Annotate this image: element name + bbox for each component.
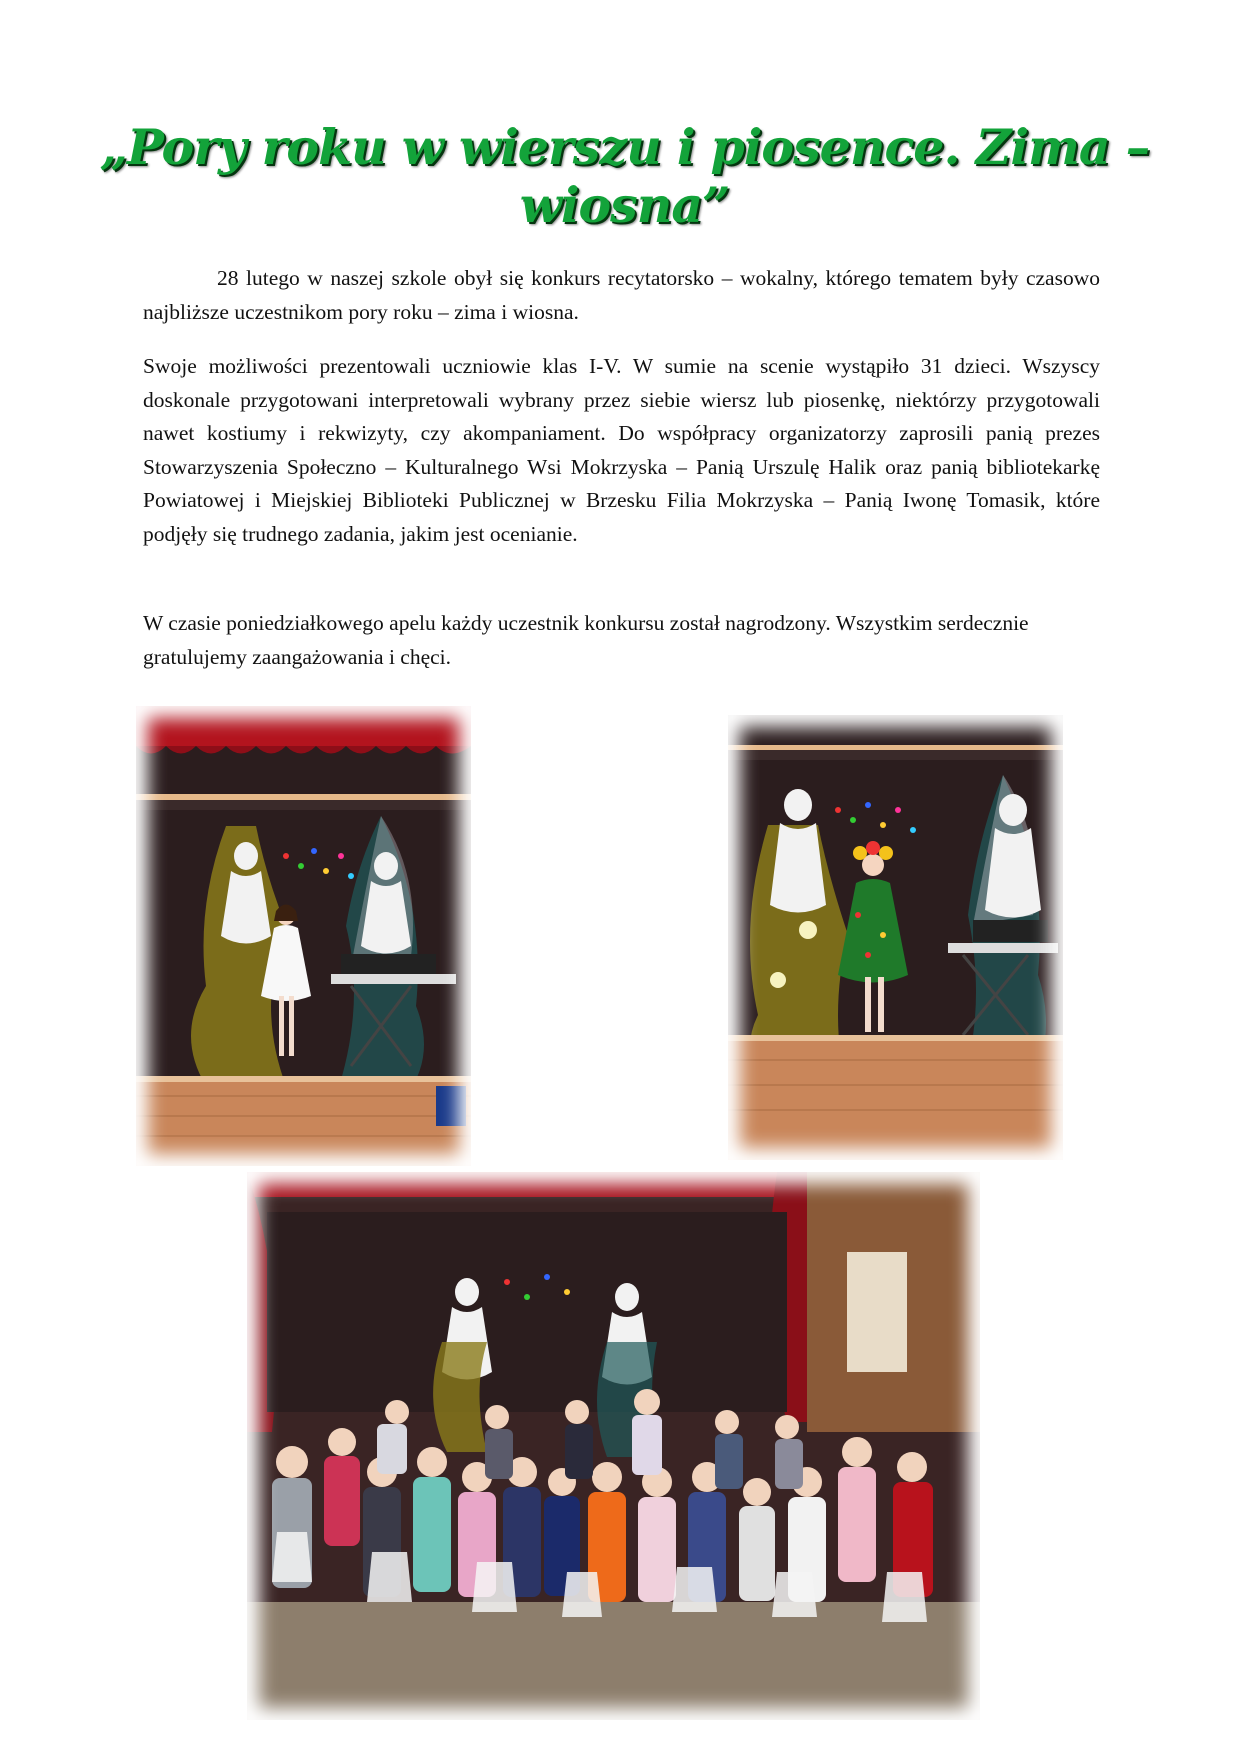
photo-group-of-children-image	[247, 1172, 980, 1720]
photo-stage-girl-spring-costume-image	[728, 715, 1063, 1160]
photo-stage-girl-white-dress-image	[136, 706, 471, 1166]
paragraph-3: W czasie poniedziałkowego apelu każdy uczestnik konkursu został nagrodzony. Wszystkim serdecznie gratulujemy zaangażowania i chęci.	[143, 611, 1029, 669]
paragraph-1	[143, 262, 1100, 329]
photo-group-of-children	[247, 1172, 980, 1720]
photo-stage-girl-white-dress	[136, 706, 471, 1166]
paragraph-2: Swoje możliwości prezentowali uczniowie klas I-V. W sumie na scenie wystąpiło 31 dzieci. Wszyscy doskonale przygotowani interpretowali wybrany przez siebie wiersz lub piosenkę, niektórzy przygotowali nawet kostiumy i rekwizyty, czy akompaniament. Do współpracy organizatorzy zaprosili panią prezes Stowarzyszenia Społeczno – Kulturalnego Wsi Mokrzyska – Panią Urszulę Halik oraz panią bibliotekarkę Powiatowej i Miejskiej Biblioteki Publicznej w Brzesku Filia Mokrzyska – Panią Iwonę Tomasik, które podjęły się trudnego zadania, jakim jest ocenianie.	[143, 354, 1100, 546]
paragraph-1-text: 28 lutego w naszej szkole obył się konkurs recytatorsko – wokalny, którego tematem były czasowo najbliższe uczestnikom pory roku – zima i wiosna.	[143, 266, 1100, 324]
page-title: „Pory roku w wierszu i piosence. Zima – wiosna”	[99, 118, 1150, 234]
photo-stage-girl-spring-costume	[728, 715, 1063, 1160]
